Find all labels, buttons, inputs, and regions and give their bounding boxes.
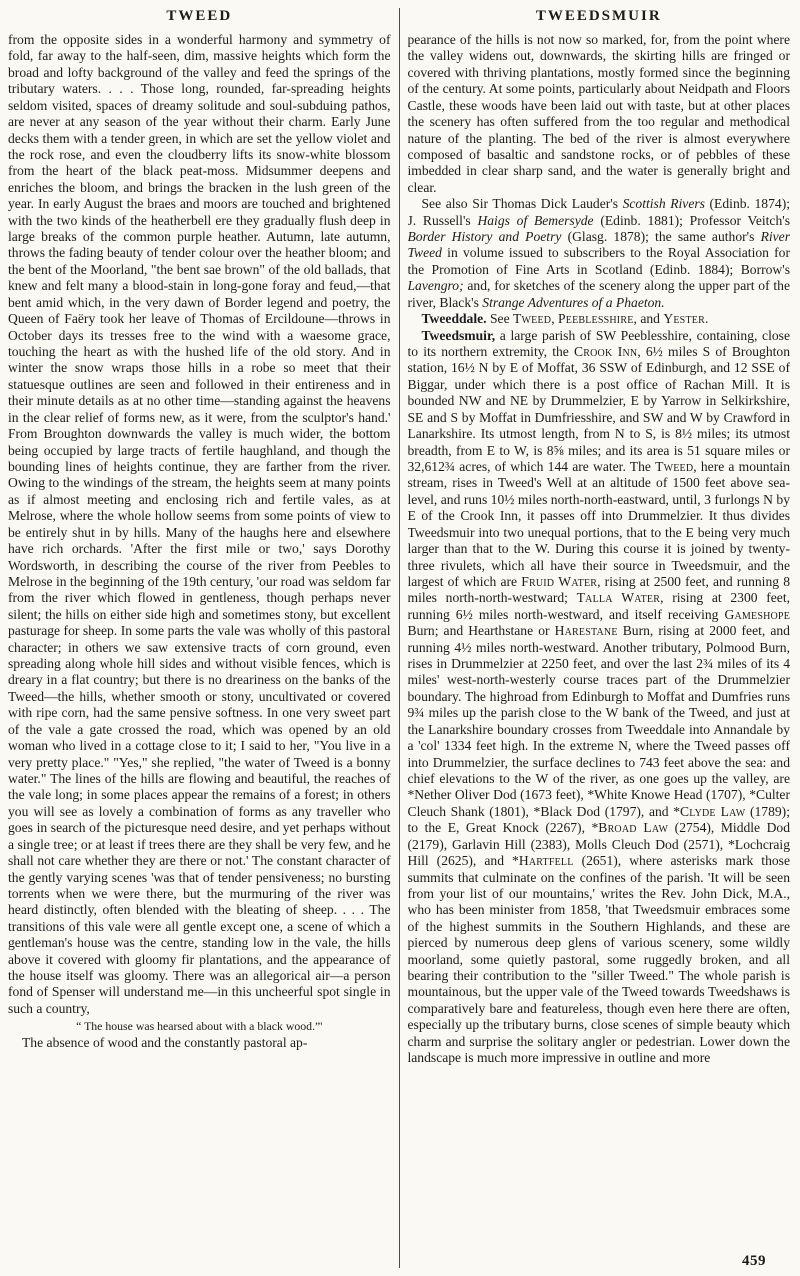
left-column-text [8,32,391,1268]
text-segment: The absence of wood and the constantly pastoral ap- [22,1035,308,1051]
text-segment: See also Sir Thomas Dick Lauder's [421,196,623,212]
text-segment: from the opposite sides in a wonderful harmony and symmetry of fold, far away to the half-seen, dim, massive heights which form the broad and lofty background of the valley and feed the springs of the tributary waters. . . . Those long, rounded, far-spreading heights seldom visited, spaces of dreamy solitude and soul-subduing pathos, are never at any season of the year without their charm. Early June decks them with a tender green, in which are set the yellow violet and the rock rose, and even the cloudberry lifts its snow-white blossom from the heart of the black peat-moss. Midsummer deepens and enriches the bloom, and brings the bracken in the lush green of the year. In early August the braes and moors are touched and brightened with the two kinds of the heatherbell ere they gradually flush deep in large breaks of the common purple heather. Autumn, late autumn, throws the fading beauty of tender colour over the heather bloom; and the bent of the Moorland, "the bent sae brown" of the old ballads, that knew and felt many a blood-stain in long-gone foray and feud,—that bent amid which, in the very dawn of Border legend and poetry, the Queen of Faëry took her leave of Thomas of Ercildoune—throws in October days its tresses free to the wind with a waesome grace, touching the heart as with the hushed life of the old story. And in winter the snow wraps those hills in a robe so meet that their statuesque outlines are seen and followed in their entireness and in their minute details as at no other time—standing against the heavens in the clear relief of forms new, as it were, from the sculptor's hand.' From Broughton downwards the valley is much wider, the bottom being occupied by large tracts of fertile haughland, and though the bounding lines of heights continue, they are farther from the river. Owing to the windings of the stream, the heights seem at many points as if almost meeting and enclosing rich and fertile vales, as at Melrose, where the whole hollow seems from some points of view to be entirely shut in by hills. Many of the haughs here and elsewhere have rich orchards. 'After the first mile or two,' says Dorothy Wordsworth, in describing the course of the river from Peebles to Melrose in the beginning of the 19th century, 'our road was seldom far from the river which flowed in gentleness, though perhaps never silent; the hills on either side high and sometimes stony, but excellent pasturage for sheep. In some parts the vale was wholly of this pastoral character; in others we saw extensive tracts of corn ground, even spreading along whole hill sides and without visible fences, which is dreary in a flat country; but there is no dreariness on the banks of the Tweed—the hills, whether smooth or stony, uncultivated or covered with ripe corn, had the same pensive softness. In one very sweet part of the vale a gate crossed the road, which was opened by an old woman who lived in a cottage close to it; I said to her, "You live in a very pretty place." "Yes," she replied, "the water of Tweed is a bonny water." The lines of the hills are flowing and beautiful, the reaches of the vale long; in some places appear the remains of a forest; in others you will see as lovely a combination of forms as any traveller who goes in search of the picturesque need desire, and yet perhaps without a single tree; or at least if trees there are they shall be very few, and he shall not care whether they are there or not.' The constant character of the gently varying scenes 'was that of tender pensiveness; no bursting torrents when we were there, but the murmuring of the river was heard distinctly, often blended with the bleating of sheep. . . . The transitions of this vale were all gentle except one, a scene of which a gentleman's house was the centre, standing low in the vale, the hills above it covered with gloomy fir plantations, and the appearance of the house itself was gloomy. There was an allegorical air—a person fond of Spenser will understand me—in this uncheerful spot single in such a country, [8,32,391,1016]
text-segment: , rising at 2500 feet, and running 8 miles north-north-westward; [407,573,790,606]
paragraph [8,1035,391,1051]
text-segment: pearance of the hills is not now so marked, for, from the point where the valley widens out, downwards, the skirting hills are fringed or covered with thriving plantations, mostly formed since the beginning of the century. At some points, particularly about Neidpath and Floors Castle, these woods have been laid out with taste, but at other places the scenery has often suffered from the too regular and methodical nature of the planting. The bed of the river is almost everywhere composed of basaltic and sandstone rocks, or of pebbles of these imbedded in clear sharp sand, and the water is generally bright and clear. [407,32,790,195]
text-segment: (Edinb. 1874); J. Russell's [407,196,790,228]
paragraph [408,196,791,311]
text-segment: and, for sketches of the scenery along the upper part of the river, Black's [407,278,790,310]
text-segment: a large parish of SW Peeblesshire, containing, close to its northern extremity, the [407,327,790,360]
text-segment: See [486,311,514,327]
text-segment: (2651), where asterisks mark those summits that culminate on the confines of the parish. 'It will be seen from your list of our mountains,' writes the Rev. John Dick, M.A., who has been minister from 1858, 'that Tweedsmuir embraces some of the highest summits in the Southern Highlands, and these are pierced by numerous deep glens of various scenery, some wildly moorland, some quietly pastoral, some ruggedly broken, and all bearing their contribution to the "siller Tweed." The whole parish is mountainous, but the upper vale of the Tweed towards Tweedshaws is comparatively bare and featureless, though even here there are often, especially up the tributary burns, close scenes of simple beauty which charm and surprise the solitary angler or pedestrian. Lower down the landscape is much more impressive in outline and more [407,853,790,1066]
text-segment: in volume issued to subscribers to the Royal Association for the Promotion of Fine Arts in Scotland (Edinb. 1884); Borrow's [407,245,790,277]
verse-quote [8,1017,391,1035]
text-segment: “ The house was hearsed about with a black wood.”' [76,1019,323,1034]
text-segment: Tweed [655,458,694,474]
text-segment: Fruid Water [521,573,598,589]
text-segment: Border History and Poetry [407,229,562,245]
text-segment: Lavengro; [407,278,464,294]
text-segment: , [551,311,558,327]
text-segment: Hartfell [518,853,574,869]
text-segment: Gameshope [724,606,790,622]
column-divider-rule [399,8,400,1268]
right-column [408,6,791,1268]
text-segment: , rising at 2300 feet, running 6½ miles north-westward, and itself receiving [407,590,790,622]
text-segment: Yester [663,311,705,327]
text-segment: (1789); to the E, Great Knock (2267), * [407,803,790,836]
text-segment: Broad Law [598,820,669,836]
text-segment: , here a mountain stream, rises in Tweed's Well at an altitude of 1500 feet above sea-level, and runs 10½ miles north-north-eastward, until, 3 furlongs N by E of the Crook Inn, it passes off into Drummelzier. It thus divides Tweedsmuir into two unequal portions, that to the E being very much larger than that to the W. During this course it is joined by twenty-three rivulets, which all have their source in Tweedsmuir, and the largest of which are [407,458,790,589]
text-segment: Burn, rising at 2000 feet, and running 4½ miles north-westward. Another tributary, Polmood Burn, rises in Drummelzier at 2250 feet, and over the last 2¾ miles of its 4 miles' west-north-westerly course traces part of the Drummelzier boundary. The highroad from Edinburgh to Moffat and Dumfries runs 9¾ miles up the parish close to the W bank of the Tweed, and just at the Lanarkshire boundary crosses from Tweeddale into Annandale by a 'col' 1334 feet high. In the extreme N, where the Tweed passes off into Drummelzier, the surface declines to 743 feet above the sea: and chief elevations to the W of the river, as one goes up the valley, are *Nether Oliver Dod (1673 feet), *White Knowe Head (1707), *Culter Cleuch Shank (1801), *Black Dod (1797), and * [407,623,790,819]
text-segment: . [704,311,709,327]
text-segment: Haigs of Bemersyde [477,212,594,228]
text-segment: , and [633,311,664,327]
text-segment: (Edinb. 1881); Professor Veitch's [593,212,790,228]
text-segment: Strange Adventures of a Phaeton. [482,294,665,310]
text-segment: Tweed [513,311,552,327]
text-segment: Clyde Law [680,803,746,819]
text-segment: Scottish Rivers [622,196,705,212]
continued-paragraph [408,32,791,196]
text-segment: (2754), Middle Dod (2179), Garlavin Hill (2383), Molls Cleuch Dod (2571), *Lochcraig Hill (2625), and * [407,820,790,869]
text-segment: (Glasg. 1878); the same author's [561,229,761,245]
text-segment: Harestane [554,623,618,639]
article-paragraph [408,328,791,1067]
running-head-left: TWEED [166,8,233,24]
cross-reference-paragraph [408,311,791,327]
text-segment: , 6½ miles S of Broughton station, 16½ N by E of Moffat, 36 SSW of Edinburgh, and 12 SSE of Biggar, under which there is a post office of Rachan Mill. It is bounded NW and NE by Drummelzier, E by Yarrow in Selkirkshire, SE and S by Moffat in Dumfriesshire, and SW and W by Crawford in Lanarkshire. Its utmost length, from N to S, is 8½ miles; its utmost breadth, from E to W, is 8⅝ miles; and its area is 51 square miles or 32,612¾ acres, of which 144 are water. The [407,344,790,474]
text-segment: Peeblesshire [558,311,634,327]
text-segment: River Tweed [407,229,790,261]
page-number: 459 [736,1253,766,1270]
right-column-text [408,32,791,1268]
text-segment: Burn; and Hearthstane or [407,623,555,639]
text-segment: Talla Water [576,590,661,606]
text-segment: Crook Inn [573,344,638,360]
text-segment: Tweeddale. [421,311,487,327]
running-head-right: TWEEDSMUIR [535,8,662,24]
continued-paragraph [8,32,391,1017]
left-column [8,6,391,1268]
text-segment: Tweedsmuir, [421,327,496,343]
